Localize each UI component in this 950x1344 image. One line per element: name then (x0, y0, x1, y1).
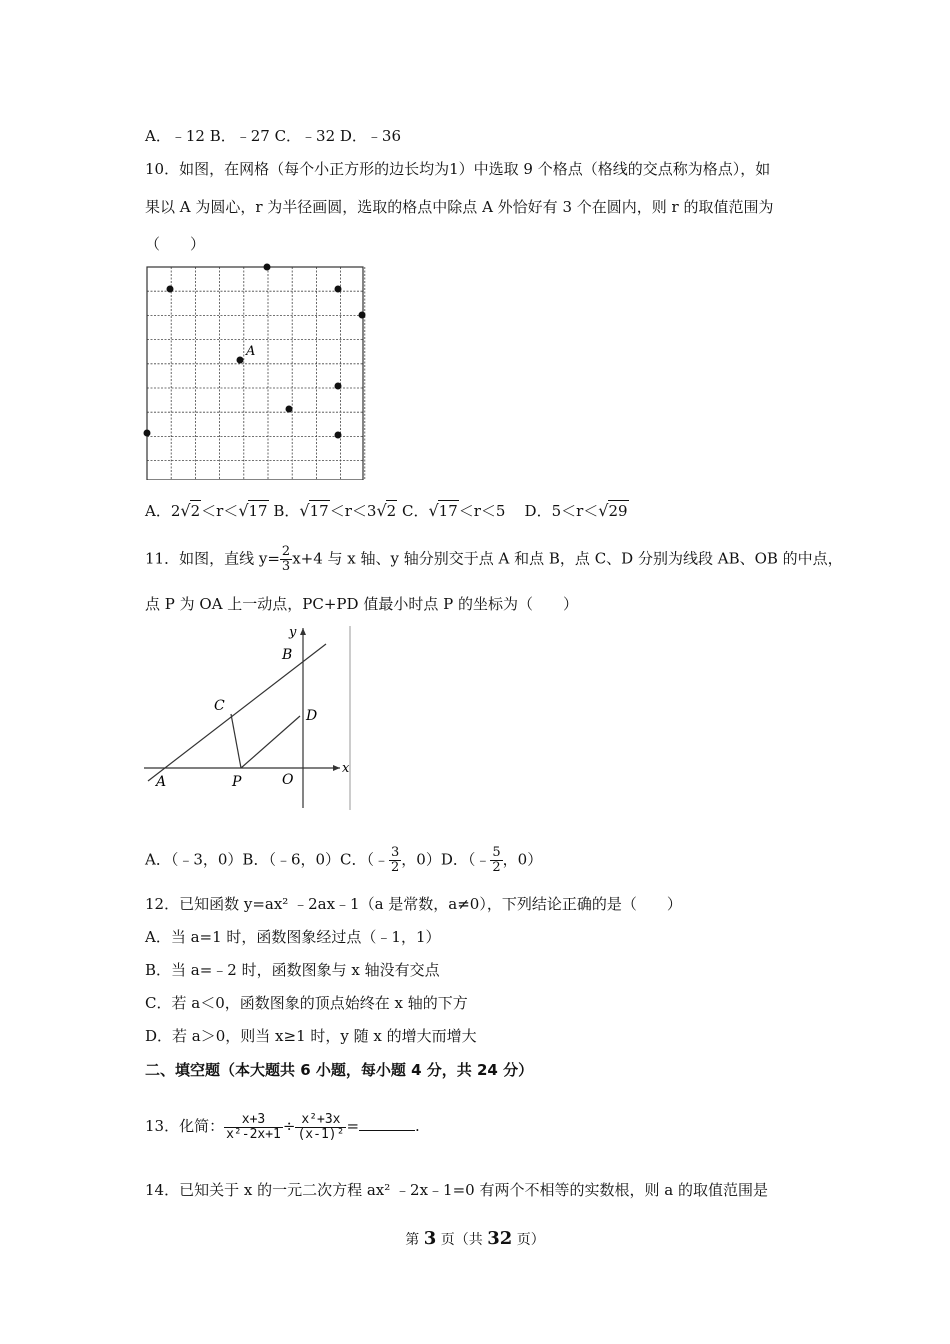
q10-grid-figure (140, 260, 380, 480)
q12-option-b: B．当 a=﹣2 时，函数图象与 x 轴没有交点 (145, 961, 440, 979)
q9-options: A．﹣12 B．﹣27 C．﹣32 D．﹣36 (145, 127, 402, 145)
q11-label-x: x (342, 761, 350, 776)
q12-option-c: C．若 a＜0，函数图象的顶点始终在 x 轴的下方 (145, 994, 468, 1012)
q11-stem-line1: 11．如图，直线 y= $\frac{2}{3}$ x+4 与 x 轴、y 轴分别交于点 A 和点 B，点 C、D 分别为线段 AB、OB 的中点， (145, 544, 843, 574)
q11-label-d: D (306, 708, 318, 724)
q13-stem: 13．化简： $\frac{x+3}{\text{x²-2x+1}}$ ÷ $\frac{\text{x²+3x}}{\text{(x-1)²}}$ = . (145, 1111, 420, 1142)
q11-label-o: O (282, 772, 294, 788)
q10-stem-line1: 10．如图，在网格（每个小正方形的边长均为1）中选取 9 个格点（格线的交点称为格点），如 (145, 160, 771, 178)
section2-title: 二、填空题（本大题共 6 小题，每小题 4 分，共 24 分） (145, 1061, 534, 1079)
q10-stem-line3: （ ） (145, 235, 206, 253)
q11-label-y: y (289, 625, 297, 640)
q12-stem: 12．已知函数 y=ax² ﹣2ax﹣1（a 是常数，a≠0），下列结论正确的是（ ） (145, 895, 682, 913)
q11-slope-fraction: $\frac{2}{3}$ (281, 544, 291, 574)
q10-point-a-label: A (246, 344, 256, 359)
q11-label-c: C (214, 698, 225, 714)
q11-label-p: P (232, 774, 242, 790)
q12-option-a: A．当 a=1 时，函数图象经过点（﹣1，1） (145, 928, 441, 946)
q11-label-b: B (282, 647, 293, 663)
q11-stem-line2: 点 P 为 OA 上一动点，PC+PD 值最小时点 P 的坐标为（ ） (145, 595, 578, 613)
q11-label-a: A (156, 774, 167, 790)
page-footer: 第 3 页（共 32 页） (405, 1228, 545, 1249)
q12-option-d: D．若 a＞0，则当 x≥1 时，y 随 x 的增大而增大 (145, 1027, 477, 1045)
q13-answer-blank[interactable] (359, 1116, 415, 1131)
q11-options: A．（﹣3，0）B．（﹣6，0）C．（﹣ $\frac{3}{2}$ ，0）D．（﹣ $\frac{5}{2}$ ，0） (145, 845, 543, 875)
q10-options: A．2√2＜r＜√17 B．√17＜r＜3√2 C．√17＜r＜5 D．5＜r＜√29 (145, 501, 628, 520)
q11-line-figure (140, 622, 360, 812)
q10-stem-line2: 果以 A 为圆心，r 为半径画圆，选取的格点中除点 A 外恰好有 3 个在圆内，则 r 的取值范围为 (145, 198, 774, 216)
q14-stem: 14．已知关于 x 的一元二次方程 ax² ﹣2x﹣1=0 有两个不相等的实数根，则 a 的取值范围是 (145, 1181, 768, 1199)
